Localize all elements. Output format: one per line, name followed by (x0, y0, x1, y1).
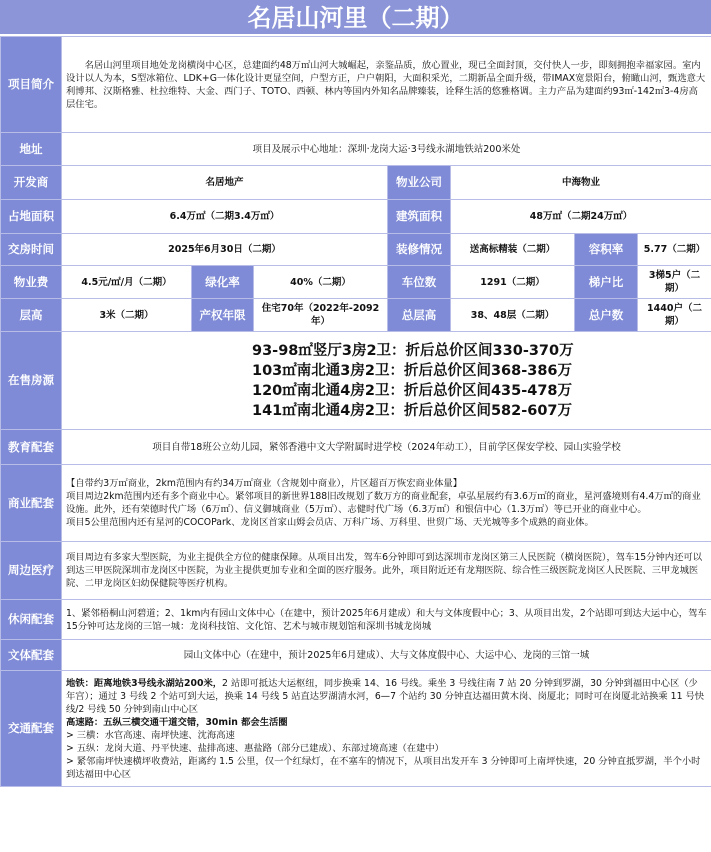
transport-text (62, 671, 711, 787)
property-fee-value: 4.5元/㎡/月（二期） (62, 266, 192, 299)
road-title: 高速路：五纵三横交通干道交错，30min 都会生活圈 (66, 716, 288, 728)
transport-label: 交通配套 (1, 671, 62, 787)
developer-value: 名居地产 (62, 166, 388, 200)
land-area-label: 占地面积 (1, 200, 62, 234)
culture-label: 文体配套 (1, 640, 62, 671)
page-title: 名居山河里（二期） (0, 0, 711, 36)
education-label: 教育配套 (1, 430, 62, 465)
listing-item: 120㎡南北通4房2卫：折后总价区间435-478万 (252, 382, 572, 399)
transport-row (1, 671, 711, 787)
developer-row (1, 166, 711, 200)
land-area-value: 6.4万㎡（二期3.4万㎡） (62, 200, 388, 234)
listings-list (62, 332, 711, 430)
height-row (1, 299, 711, 332)
property-mgmt-label: 物业公司 (388, 166, 451, 200)
tenure-value: 住宅70年（2022年-2092年） (254, 299, 388, 332)
build-area-label: 建筑面积 (388, 200, 451, 234)
education-row (1, 430, 711, 465)
road-item: > 紧邻南坪快速横坪收费站，距离约 1.5 公里，仅一个红绿灯，在不塞车的情况下，从项目出发开车 3 分钟即可上南坪快速，20 分钟直抵罗湖，半个小时到达福田中心区 (66, 755, 701, 780)
leisure-value: 1、紧邻梧桐山河碧道；2、1km内有园山文体中心（在建中，预计2025年6月建成）和大与文体度假中心；3、从项目出发，2个站即可到达大运中心，驾车15分钟可达龙岗的三馆一城：龙岗科技馆、文化馆、艺术与城市规划馆和深圳书城龙岗城 (62, 600, 711, 640)
parking-label: 车位数 (388, 266, 451, 299)
elevator-label: 梯户比 (575, 266, 638, 299)
leisure-row (1, 600, 711, 640)
commerce-line: 项目5公里范围内还有星河的COCOPark、龙岗区首家山姆会员店、万科广场、万科里、世贸广场、天光城等多个成熟的商业体。 (66, 517, 594, 528)
elevator-value: 3梯5户（二期） (638, 266, 711, 299)
medical-row (1, 542, 711, 600)
plot-ratio-value: 5.77（二期） (638, 234, 711, 266)
intro-text: 名居山河里项目地处龙岗横岗中心区，总建面约48万㎡山河大城崛起，亲鉴品质，放心置业，现已全面封顶，交付快人一步，即刻拥抱幸福家园。室内设计以人为本，S型冰箱位、LDK+G一体化设计更显空间，户型方正，户户朝阳，大面积采光，二期新品全面升级，带IMAX宽景阳台，俯瞰山河，甄选意大利博邦、汉斯格雅、杜拉维特、大金、西门子、TOTO、西顿、林内等国内外知名品牌臻装，诠释生活的悠雅格调。主力产品为建面约93㎡-142㎡3-4房高层住宅。 (62, 37, 711, 133)
metro-title: 地铁：距离地铁3号线永湖站200米， (66, 677, 223, 689)
listing-item: 103㎡南北通3房2卫：折后总价区间368-386万 (252, 362, 572, 379)
metro-paragraph (66, 677, 707, 716)
households-value: 1440户（二期） (638, 299, 711, 332)
total-floors-label: 总层高 (388, 299, 451, 332)
total-floors-value: 38、48层（二期） (451, 299, 575, 332)
medical-value: 项目周边有多家大型医院，为业主提供全方位的健康保障。从项目出发，驾车6分钟即可到达深圳市龙岗区第三人民医院（横岗医院），驾车15分钟内还可以到达三甲医院深圳市龙岗区中医院，为业主提供更加专业和全面的医疗服务。此外，项目附近还有龙翔医院、综合性三级医院龙岗区人民医院、三甲龙城医院、二甲龙岗区妇幼保健院等医疗机构。 (62, 542, 711, 600)
commerce-text (62, 465, 711, 542)
intro-label: 项目简介 (1, 37, 62, 133)
address-row (1, 133, 711, 166)
developer-label: 开发商 (1, 166, 62, 200)
property-mgmt-value: 中海物业 (451, 166, 711, 200)
floor-height-label: 层高 (1, 299, 62, 332)
listing-item: 93-98㎡竖厅3房2卫：折后总价区间330-370万 (252, 342, 574, 359)
commerce-label: 商业配套 (1, 465, 62, 542)
parking-value: 1291（二期） (451, 266, 575, 299)
address-label: 地址 (1, 133, 62, 166)
households-label: 总户数 (575, 299, 638, 332)
intro-row (1, 37, 711, 133)
education-value: 项目自带18班公立幼儿园，紧邻香港中文大学附属时进学校（2024年动工），目前学区保安学校、园山实验学校 (62, 430, 711, 465)
decoration-label: 装修情况 (388, 234, 451, 266)
delivery-value: 2025年6月30日（二期） (62, 234, 388, 266)
road-item: > 五纵：龙岗大道、丹平快速、盐排高速、惠盐路（部分已建成）、东部过境高速（在建中） (66, 742, 444, 754)
culture-row (1, 640, 711, 671)
medical-label: 周边医疗 (1, 542, 62, 600)
commerce-line: 项目周边2km范围内还有多个商业中心。紧邻项目的新世界188旧改规划了数万方的商业配套，卓弘星展约有3.6万㎡的商业，星河盛境则有4.4万㎡的商业设施。此外，还有荣德时代广场（6万㎡）、信义御城商业（5万㎡）、志健时代广场（6.3万㎡）和银信中心（1.3万㎡）等已开业的商业中心。 (66, 491, 701, 515)
commerce-line: 【自带约3万㎡商业，2km范围内有约34万㎡商业（含规划中商业），片区超百万恢宏商业体量】 (66, 478, 463, 489)
listings-row (1, 332, 711, 430)
road-item: > 三横：水官高速、南坪快速、沈海高速 (66, 729, 235, 741)
build-area-value: 48万㎡（二期24万㎡） (451, 200, 711, 234)
delivery-label: 交房时间 (1, 234, 62, 266)
leisure-label: 休闲配套 (1, 600, 62, 640)
commerce-row (1, 465, 711, 542)
decoration-value: 送高标精装（二期） (451, 234, 575, 266)
culture-value: 园山文体中心（在建中，预计2025年6月建成）、大与文体度假中心、大运中心、龙岗的三馆一城 (62, 640, 711, 671)
tenure-label: 产权年限 (192, 299, 254, 332)
fee-row (1, 266, 711, 299)
green-rate-label: 绿化率 (192, 266, 254, 299)
delivery-row (1, 234, 711, 266)
floor-height-value: 3米（二期） (62, 299, 192, 332)
listing-item: 141㎡南北通4房2卫：折后总价区间582-607万 (252, 402, 572, 419)
plot-ratio-label: 容积率 (575, 234, 638, 266)
metro-text: 2 站即可抵达大运枢纽，同步换乘 14、16 号线。乘坐 3 号线往南 7 站 20 分钟到罗湖，30 分钟到福田中心区（少年宫）；通过 3 号线 2 个站可到大运，换乘 14 号线 5 站直达罗湖清水河，6—7 个站约 30 分钟直达福田黄木岗、岗厦北；同时可在岗厦北站换乘 11 号快线/2 号线 50 分钟到南山中心区 (66, 677, 705, 715)
listings-label: 在售房源 (1, 332, 62, 430)
address-value: 项目及展示中心地址：深圳·龙岗大运·3号线永湖地铁站200米处 (62, 133, 711, 166)
project-info-table (0, 36, 711, 787)
property-fee-label: 物业费 (1, 266, 62, 299)
area-row (1, 200, 711, 234)
green-rate-value: 40%（二期） (254, 266, 388, 299)
